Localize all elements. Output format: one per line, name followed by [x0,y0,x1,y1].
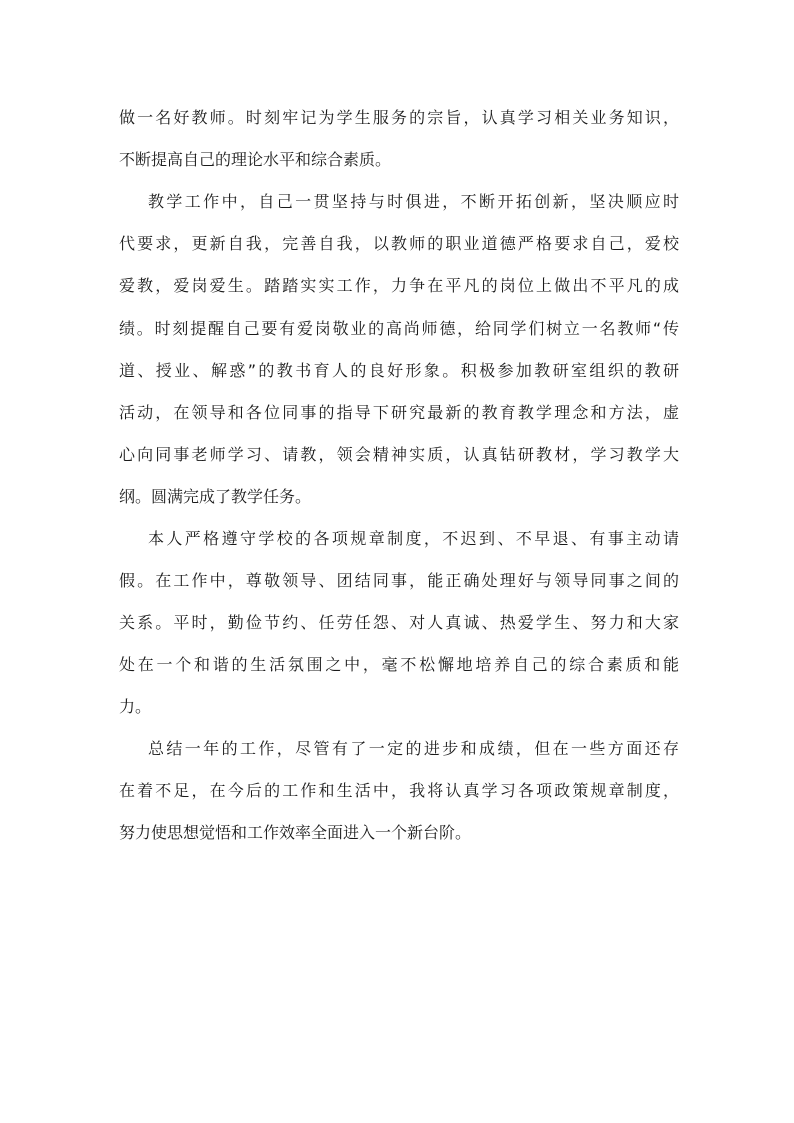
paragraph-2-line-7: 心向同事老师学习、请教，领会精神实质，认真钻研教材，学习教学大 [119,445,679,464]
paragraph-4-line-3: 努力使思想觉悟和工作效率全面进入一个新台阶。 [119,823,472,842]
paragraph-4-line-1: 总结一年的工作，尽管有了一定的进步和成绩，但在一些方面还存 [148,739,679,758]
paragraph-2-line-5: 道、授业、解惑”的教书育人的良好形象。积极参加教研室组织的教研 [119,361,679,380]
paragraph-2-line-2: 代要求，更新自我，完善自我，以教师的职业道德严格要求自己，爱校 [119,234,679,253]
paragraph-4-line-2: 在着不足，在今后的工作和生活中，我将认真学习各项政策规章制度， [119,781,679,800]
paragraph-3-line-5: 力。 [119,697,152,716]
paragraph-3-line-4: 处在一个和谐的生活氛围之中，毫不松懈地培养自己的综合素质和能 [119,655,679,674]
paragraph-1-line-1: 做一名好教师。时刻牢记为学生服务的宗旨，认真学习相关业务知识， [119,108,679,127]
paragraph-2-line-6: 活动，在领导和各位同事的指导下研究最新的教育教学理念和方法，虚 [119,403,679,422]
paragraph-2-line-1: 教学工作中，自己一贯坚持与时俱进，不断开拓创新，坚决顺应时 [148,192,679,211]
paragraph-3-line-3: 关系。平时，勤俭节约、任劳任怨、对人真诚、热爱学生、努力和大家 [119,613,679,632]
paragraph-3-line-2: 假。在工作中，尊敬领导、团结同事，能正确处理好与领导同事之间的 [119,571,679,590]
paragraph-2-line-8: 纲。圆满完成了教学任务。 [119,487,312,506]
paragraph-2-line-3: 爱教，爱岗爱生。踏踏实实工作，力争在平凡的岗位上做出不平凡的成 [119,276,679,295]
paragraph-3-line-1: 本人严格遵守学校的各项规章制度，不迟到、不早退、有事主动请 [148,529,679,548]
paragraph-1-line-2: 不断提高自己的理论水平和综合素质。 [119,150,392,169]
paragraph-2-line-4: 绩。时刻提醒自己要有爱岗敬业的高尚师德，给同学们树立一名教师“传 [119,319,679,338]
